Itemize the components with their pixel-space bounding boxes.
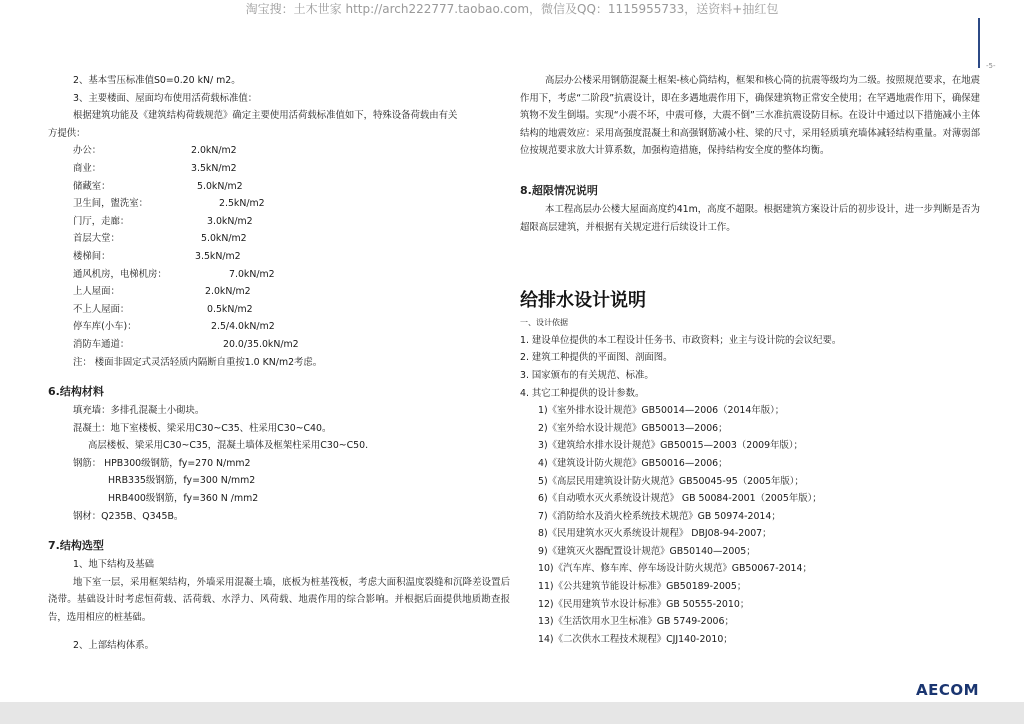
code-item: 11)《公共建筑节能设计标准》GB50189-2005； [538, 581, 747, 593]
substructure-paragraph: 地下室一层，采用框架结构，外墙采用混凝土墙，底板为桩基筏板，考虑大面积温度裂缝和沉降差设置后浇带。基础设计时考虑恒荷载、活荷载、水浮力、风荷载、地震作用的综合影响。并根据后面提供地质勘查报告，选用相应的桩基础。 [48, 576, 510, 624]
substructure-heading: 1、地下结构及基础 [73, 559, 154, 571]
code-item: 7)《消防给水及消火栓系统技术规范》GB 50974-2014； [538, 510, 781, 522]
load-row [48, 266, 510, 284]
load-value: 3.0kN/m2 [207, 215, 253, 227]
material-rebar-hrb335: HRB335级钢筋，fy=300 N/mm2 [108, 475, 256, 487]
load-value: 2.0kN/m2 [205, 286, 251, 298]
load-label: 门厅，走廊： [73, 215, 130, 227]
code-list [520, 402, 980, 648]
code-item: 10)《汽车库、修车库、停车场设计防火规范》GB50067-2014； [538, 563, 812, 575]
load-row [48, 318, 510, 336]
load-label: 商业： [73, 162, 102, 174]
load-row [48, 195, 510, 213]
load-row [48, 248, 510, 266]
load-value: 5.0kN/m2 [201, 233, 247, 245]
load-value: 0.5kN/m2 [207, 303, 253, 315]
load-value: 2.0kN/m2 [191, 145, 237, 157]
section-7-title: 7.结构选型 [48, 539, 104, 553]
right-column [520, 72, 980, 648]
code-item: 12)《民用建筑节水设计标准》GB 50555-2010； [538, 598, 750, 610]
load-label: 不上人屋面： [73, 303, 130, 315]
load-label: 卫生间，盥洗室： [73, 198, 149, 210]
watermark-text: 淘宝搜：土木世家 http://arch222777.taobao.com，微信及QQ：1115955733，送资料+抽红包 [245, 2, 779, 16]
material-concrete: 混凝土：地下室楼板、梁采用C30~C35、柱采用C30~C40。 [73, 422, 332, 434]
load-label: 楼梯间： [73, 250, 111, 262]
load-label: 消防车通道： [73, 338, 130, 350]
aecom-logo: AECOM [916, 681, 980, 699]
load-label: 上人屋面： [73, 286, 120, 298]
load-value: 3.5kN/m2 [191, 162, 237, 174]
load-basis-line-cont: 方提供： [48, 127, 86, 139]
load-row [48, 230, 510, 248]
design-basis-heading: 一、设计依据 [520, 318, 568, 328]
code-item: 14)《二次供水工程技术规程》CJJ140-2010； [538, 633, 733, 645]
code-item: 2)《室外给水设计规范》GB50013—2006； [538, 422, 728, 434]
water-design-title: 给排水设计说明 [520, 290, 646, 312]
side-rule [978, 18, 980, 68]
basis-item: 1. 建设单位提供的本工程设计任务书、市政资料；业主与设计院的会议纪要。 [520, 334, 842, 346]
load-value: 20.0/35.0kN/m2 [223, 338, 299, 350]
load-value: 5.0kN/m2 [197, 180, 243, 192]
load-row [48, 142, 510, 160]
code-item: 8)《民用建筑水灭火系统设计规程》 DBJ08-94-2007； [538, 528, 772, 540]
load-label: 通风机房，电梯机房： [73, 268, 167, 280]
section-8-title: 8.超限情况说明 [520, 183, 598, 197]
load-row [48, 283, 510, 301]
load-row [48, 178, 510, 196]
load-value: 3.5kN/m2 [195, 250, 241, 262]
code-item: 3)《建筑给水排水设计规范》GB50015—2003（2009年版）； [538, 440, 803, 452]
load-row [48, 160, 510, 178]
load-label: 储藏室： [73, 180, 111, 192]
snow-pressure-line: 2、基本雪压标准值S0=0.20 kN/ m2。 [73, 75, 241, 86]
code-item: 1)《室外排水设计规范》GB50014—2006（2014年版）； [538, 405, 785, 417]
section-6-title: 6.结构材料 [48, 385, 104, 399]
code-item: 5)《高层民用建筑设计防火规范》GB50045-95（2005年版）； [538, 475, 804, 487]
material-steel: 钢材：Q235B、Q345B。 [73, 510, 184, 522]
code-item: 9)《建筑灭火器配置设计规范》GB50140—2005； [538, 545, 756, 557]
load-row [48, 213, 510, 231]
code-item: 4)《建筑设计防火规范》GB50016—2006； [538, 457, 728, 469]
load-label: 首层大堂： [73, 233, 120, 245]
load-basis-line: 根据建筑功能及《建筑结构荷载规范》确定主要使用活荷载标准值如下，特殊设备荷载由有关 [73, 110, 458, 122]
basis-item: 4. 其它工种提供的设计参数。 [520, 387, 645, 399]
partition-note: 注： 楼面非固定式灵活轻质内隔断自重按1.0 KN/m2考虑。 [73, 356, 323, 368]
load-label: 停车库(小车)： [73, 321, 137, 333]
load-value: 2.5kN/m2 [219, 198, 265, 210]
overlimit-paragraph: 本工程高层办公楼大屋面高度约41m，高度不超限。根据建筑方案设计后的初步设计，进一步判断是否为超限高层建筑，并根据有关规定进行后续设计工作。 [520, 203, 980, 233]
material-infill: 填充墙：多排孔混凝土小砌块。 [73, 405, 205, 417]
load-value: 2.5/4.0kN/m2 [211, 321, 275, 333]
live-load-heading: 3、主要楼面、屋面均布使用活荷载标准值： [73, 92, 258, 104]
basis-item: 2. 建筑工种提供的平面图、剖面图。 [520, 352, 673, 364]
design-basis-list [520, 332, 980, 402]
code-item: 13)《生活饮用水卫生标准》GB 5749-2006； [538, 616, 734, 628]
page-number: -5- [986, 62, 996, 70]
material-rebar-hpb: 钢筋： HPB300级钢筋，fy=270 N/mm2 [73, 457, 251, 469]
seismic-paragraph: 高层办公楼采用钢筋混凝土框架-核心筒结构，框架和核心筒的抗震等级均为二级。按照规范要求，在地震作用下，考虑“二阶段”抗震设计，即在多遇地震作用下，确保建筑物正常安全使用；在罕遇地震作用下，确保建筑物不发生倒塌。实现“小震不坏，中震可修，大震不倒”三水准抗震设防目标。在设计中通过以下措施减小主体结构的地震效应：采用高强度混凝土和高强钢筋减小柱、梁的尺寸，采用轻质填充墙体减轻结构重量。对薄弱部位按规范要求放大计算系数，加强构造措施，保持结构安全度的整体均衡。 [520, 75, 980, 157]
material-concrete-high: 高层楼板、梁采用C30~C35，混凝土墙体及框架柱采用C30~C50. [88, 440, 369, 452]
basis-item: 3. 国家颁布的有关规范、标准。 [520, 369, 654, 381]
bottom-bar [0, 702, 1024, 724]
load-label: 办公： [73, 145, 102, 157]
load-table [48, 142, 510, 353]
superstructure-heading: 2、上部结构体系。 [73, 639, 154, 651]
load-row [48, 301, 510, 319]
left-column [48, 72, 510, 654]
load-row [48, 336, 510, 354]
load-value: 7.0kN/m2 [229, 268, 275, 280]
code-item: 6)《自动喷水灭火系统设计规范》 GB 50084-2001（2005年版）； [538, 493, 822, 505]
material-rebar-hrb400: HRB400级钢筋，fy=360 N /mm2 [108, 493, 259, 505]
